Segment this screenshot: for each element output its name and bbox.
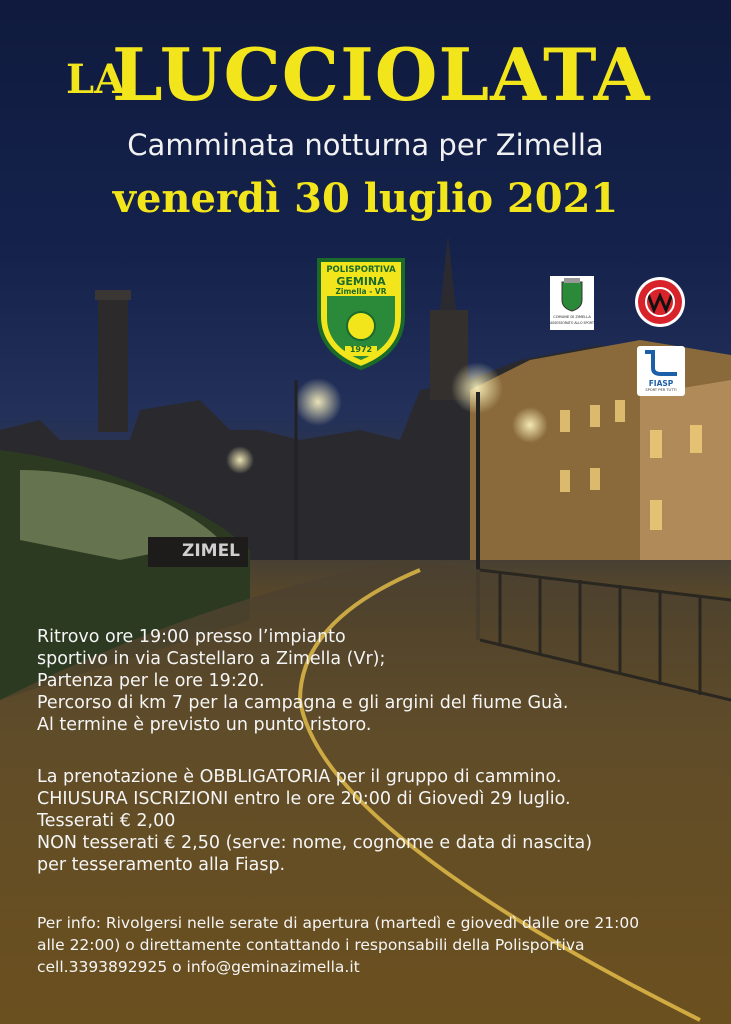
info-line: sportivo in via Castellaro a Zimella (Vr); [37, 649, 386, 669]
event-date: venerdì 30 luglio 2021 [112, 175, 619, 222]
info-line: NON tesserati € 2,50 (serve: nome, cognome e data di nascita) [37, 833, 593, 853]
fiasp-sub: SPORT PER TUTTI [645, 388, 677, 392]
bell-tower-left [98, 292, 128, 432]
fiasp-logo [637, 346, 685, 396]
comune-zimella-logo [550, 276, 594, 330]
polisportiva-gemina-logo [315, 256, 407, 372]
subtitle: Camminata notturna per Zimella [127, 128, 604, 162]
info-line: La prenotazione è OBBLIGATORIA per il gruppo di cammino. [37, 767, 562, 787]
info-block-2 [37, 766, 592, 876]
comune-line1: COMUNE DI ZIMELLA [553, 315, 591, 319]
logo-year: 1972 [349, 345, 373, 354]
info-line: Percorso di km 7 per la campagna e gli argini del fiume Guà. [37, 693, 569, 713]
comune-line2: ASSESSORATO ALLO SPORT [550, 321, 594, 325]
info-line: Tesserati € 2,00 [37, 811, 176, 831]
town-sign-text: ZIMEL [182, 541, 241, 561]
page-title: LUCCIOLATA [112, 32, 651, 117]
title-prefix: LA [66, 56, 126, 103]
info-line: Per info: Rivolgersi nelle serate di apertura (martedì e giovedì dalle ore 21:00 [37, 914, 640, 932]
info-block-1 [37, 626, 568, 736]
info-line: Al termine è previsto un punto ristoro. [37, 715, 372, 735]
info-line: Partenza per le ore 19:20. [37, 671, 265, 691]
round-red-logo [634, 276, 686, 328]
contact-info [37, 912, 639, 978]
church-spire [440, 235, 456, 310]
info-line: CHIUSURA ISCRIZIONI entro le ore 20:00 di Giovedì 29 luglio. [37, 789, 571, 809]
logo-line1: POLISPORTIVA [326, 265, 396, 275]
info-line: Ritrovo ore 19:00 presso l’impianto [37, 627, 346, 647]
info-line: per tesseramento alla Fiasp. [37, 855, 286, 875]
info-line: alle 22:00) o direttamente contattando i responsabili della Polisportiva [37, 936, 585, 954]
contact-line: cell.3393892925 o info@geminazimella.it [37, 958, 360, 976]
logo-line3: Zimella - VR [335, 287, 387, 296]
fiasp-label: FIASP [648, 379, 674, 388]
logo-line2: GEMINA [336, 275, 386, 288]
